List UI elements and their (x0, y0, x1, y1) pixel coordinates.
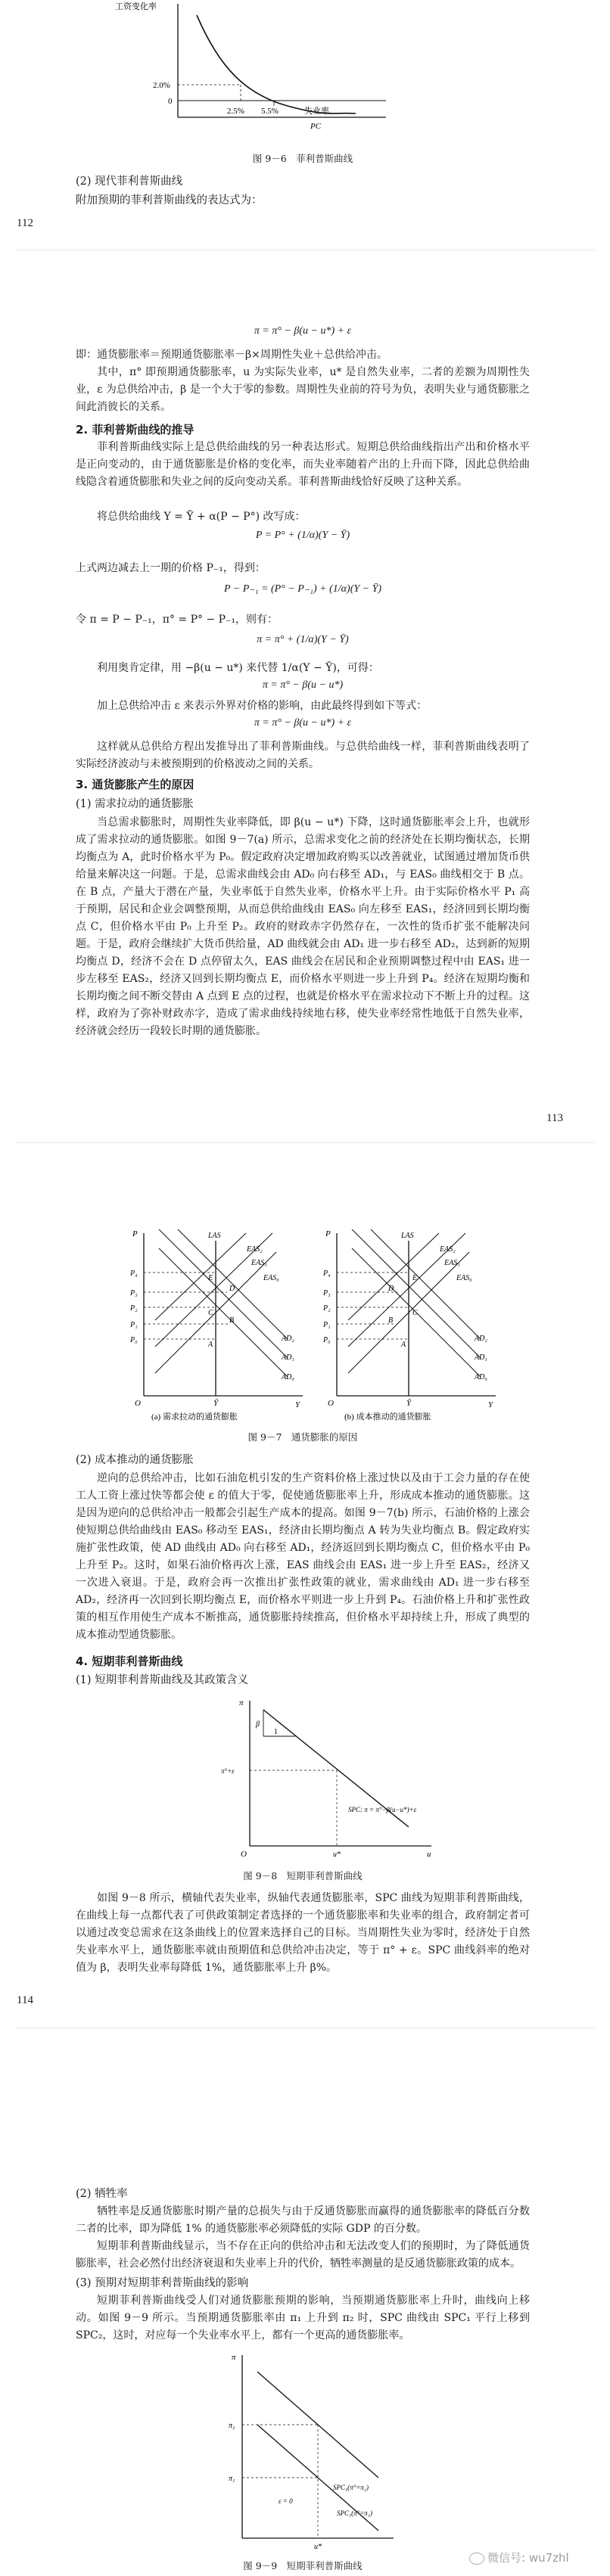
wechat-watermark (469, 2550, 569, 2565)
fig97b-axis-p-label: P (325, 1229, 331, 1238)
fig97a-ad2-label: AD₂ (282, 1335, 294, 1343)
fig97a-ad1 (159, 1229, 288, 1358)
fig97b-ybar: Ȳ (406, 1399, 412, 1408)
fig97a-ad0-label: AD₀ (282, 1373, 294, 1381)
page-break-2 (15, 1142, 595, 1143)
figure-9-7 (114, 1226, 500, 1422)
fig97a-origin: O (135, 1399, 141, 1408)
figure-9-8 (219, 1695, 447, 1861)
fig98-spc-label: SPC: π = π°−β(u−u*)+ε (348, 1806, 417, 1813)
fig97b-ad1-label: AD₁ (475, 1353, 487, 1362)
fig98-one: 1 (274, 1728, 278, 1736)
watermark-text: 微信号: wu7zhl (487, 2551, 569, 2565)
derivation-p4: 令 π = P − P₋₁，π° = P° − P₋₁，则有： (76, 614, 279, 626)
fig98-axis-pi: π (239, 1698, 244, 1707)
fig96-caption: 图 9－6 菲利普斯曲线 (252, 153, 353, 164)
fig99-spc1-label: SPC₁(π°=π₁) (337, 2509, 372, 2517)
fig97-panel-a (129, 1229, 303, 1409)
fig98-axis-u: u (427, 1850, 431, 1859)
fig97a-point-a: A (208, 1341, 213, 1349)
fig97b-point-b: B (388, 1316, 394, 1325)
fig96-curve-label: PC (310, 122, 322, 131)
fig97a-point-b: B (229, 1316, 235, 1325)
sacrifice-sub2: (2) 牺牲率 (76, 2188, 128, 2200)
fig97-sub-a: (a) 需求拉动的通货膨胀 (151, 1412, 238, 1422)
fig97a-p0: P₀ (130, 1336, 138, 1344)
page-number-112: 112 (17, 217, 33, 229)
fig99-spc2-label: SPC₁(π°=π₂) (333, 2484, 369, 2491)
fig97b-ad0-label: AD₀ (475, 1373, 487, 1381)
derivation-f1: P = P° + (1/α)(Y − Ȳ) (255, 530, 350, 541)
sec2-expl1: 即：通货膨胀率＝预期通货膨胀率－β×周期性失业＋总供给冲击。 (76, 349, 387, 361)
fig97a-ad1-label: AD₁ (282, 1353, 294, 1362)
fig97b-ad1 (352, 1229, 481, 1358)
causes-heading: 3. 通货膨胀产生的原因 (76, 778, 195, 791)
fig99-pi1: π₁ (229, 2475, 235, 2483)
fig96-x-c: 失业率 (304, 107, 329, 116)
derivation-f3: π = π° + (1/α)(Y − Ȳ) (257, 634, 349, 645)
derivation-f2: P − P₋₁ = (P° − P₋₁) + (1/α)(Y − Ȳ) (223, 583, 382, 595)
fig97a-ad0 (159, 1248, 288, 1377)
fig98-origin: O (241, 1850, 247, 1859)
cost-p1: 逆向的总供给冲击，比如石油危机引发的生产资料价格上涨过快以及由于工会力量的存在使工人工资上涨过快等都会使 ε 的值大于零，促使通货膨胀率上升，形成成本推动的通货膨胀。这是因为逆向的总供给冲击一般都会引起生产成本的提高。如图 9－7(b) 所示，石油价格的上涨会使短期总供给曲线由 EAS₀ 移动至 EAS₁，经济由长期均衡点 A 转为失业均衡点 B。假定政府实施扩张性政策，使 AD 曲线由 AD₀ 向右移至 AD₁，经济返回到长期均衡点 C，但价格水平由 P₀ 上升至 P₂。这时，如果石油价格再次上涨，EAS 曲线会由 EAS₁ 进一步上升至 EAS₂，经济又一次进入衰退。于是，政府会再一次推出扩张性政策的就业，需求曲线由 AD₁ 进一步右移至 AD₂，经济再一次回到长期均衡点 E，而价格水平则进一步上升到 P₄。石油价格上升和扩张性政策的相互作用使生产成本不断推高，通货膨胀持续推高，但价格水平却持续上升，形成了典型的成本推动型通货膨胀。 (76, 1472, 530, 1641)
formula-modern-pc: π = π° − β(u − u*) + ε (254, 325, 352, 337)
figure-9-9 (212, 2349, 409, 2553)
fig97a-p3: P₃ (130, 1289, 138, 1297)
fig97b-axis-y-label: Y (488, 1400, 493, 1409)
fig97a-p4: P₄ (130, 1269, 138, 1278)
derivation-heading: 2. 菲利普斯曲线的推导 (76, 423, 195, 437)
phillips-curve (197, 15, 356, 113)
fig97a-eas0-label: EAS₀ (263, 1274, 279, 1282)
fig98-caption: 图 9－8 短期菲利普斯曲线 (243, 1870, 363, 1882)
fig97b-las-label: LAS (401, 1232, 414, 1240)
fig97a-axis-y-label: Y (295, 1400, 300, 1409)
fig97-panel-b (322, 1229, 496, 1409)
fig97-caption: 图 9－7 通货膨胀的原因 (247, 1431, 358, 1443)
derivation-p1: 菲利普斯曲线实际上是总供给曲线的另一种表达形式。短期总供给曲线指出产出和价格水平是正向变动的，由于通货膨胀是价格的变化率，而失业率随着产出的上升而下降，因此总供给曲线隐含着通货膨胀和失业之间的反向变动关系。菲利普斯曲线恰好反映了这种关系。 (76, 441, 530, 488)
fig97b-origin: O (328, 1399, 334, 1408)
sec2-intro: 附加预期的菲利普斯曲线的表达式为： (76, 194, 263, 207)
fig97b-p3: P₃ (323, 1289, 331, 1297)
fig99-e-label: ε = 0 (279, 2497, 293, 2505)
sacrifice-p1: 牺牲率是反通货膨胀时期产量的总损失与由于反通货膨胀而赢得的通货膨胀率的降低百分数二者的比率，即为降低 1% 的通货膨胀率必须降低的实际 GDP 的百分数。 (76, 2205, 530, 2235)
fig97b-p4: P₄ (323, 1269, 331, 1278)
fig99-axis-pi: π (232, 2353, 236, 2362)
fig99-u-star: u* (314, 2543, 322, 2551)
fig97b-eas2-label: EAS₂ (440, 1245, 456, 1254)
short-sub1: (1) 短期菲利普斯曲线及其政策含义 (76, 1674, 249, 1686)
derivation-p6: 加上总供给冲击 ε 来表示外界对价格的影响，由此最终得到如下等式： (97, 700, 428, 712)
causes-sub1: (1) 需求拉动的通货膨胀 (76, 798, 194, 810)
short-p1: 如图 9－8 所示，横轴代表失业率，纵轴代表通货膨胀率，SPC 曲线为短期菲利普斯曲线，在曲线上每一点都代表了可供政策制定者选择的一个通货膨胀率和失业率的组合，政府制定者可以通过改变总需求在这条曲线上的位置来选择自己的目标。当周期性失业为零时，经济处于自然失业率水平上，通货膨胀率就由预期值和总供给冲击决定，等于 π° + ε。SPC 曲线斜率的绝对值为 β，表明失业率每降低 1%，通货膨胀率上升 β%。 (76, 1892, 530, 1974)
fig97a-point-c: C (208, 1309, 213, 1317)
fig97b-ad2-label: AD₂ (475, 1335, 487, 1343)
fig97a-ybar: Ȳ (213, 1399, 219, 1408)
derivation-p2: 将总供给曲线 Y = Ȳ + α(P − P°) 改写成： (97, 511, 306, 523)
fig97b-p0: P₀ (323, 1336, 331, 1344)
page-number-114: 114 (17, 1994, 33, 2006)
derivation-p5: 利用奥肯定律，用 −β(u − u*) 来代替 1/α(Y − Ȳ)，可得： (97, 662, 379, 674)
fig97a-eas2-label: EAS₂ (247, 1245, 263, 1254)
fig99-caption: 图 9－9 短期菲利普斯曲线 (243, 2560, 363, 2571)
fig96-y-two: 2.0% (153, 81, 170, 90)
wechat-icon (469, 2553, 484, 2565)
fig98-beta: β (256, 1720, 260, 1729)
fig97-sub-b: (b) 成本推动的通货膨胀 (344, 1412, 431, 1422)
fig97a-p1: P₁ (130, 1321, 138, 1329)
fig97b-point-d: D (388, 1285, 394, 1293)
sacrifice-p2: 短期菲利普斯曲线显示，当不存在正向的供给冲击和无法改变人们的预期时，为了降低通货膨胀率，社会必然付出经济衰退和失业率上升的代价，牺牲率测量的是反通货膨胀政策的成本。 (76, 2240, 530, 2270)
page-number-113: 113 (546, 1112, 563, 1124)
fig97a-axis-p-label: P (132, 1229, 138, 1238)
causes-p1: 当总需求膨胀时，周期性失业率降低，即 β(u − u*) 下降，这时通货膨胀率会上升，也就形成了需求拉动的通货膨胀。如图 9－7(a) 所示，总需求变化之前的经济处在长期均衡状态，长期均衡点为 A，此时价格水平为 P₀。假定政府决定增加政府购买以改善就业，试图通过增加货币供给量来解决这一问题。于是，总需求曲线会由 AD₀ 向右移至 AD₁，与 EAS₀ 曲线相交于 B 点。在 B 点，产量大于潜在产量，失业率低于自然失业率，价格水平上升。由于实际价格水平 P₁ 高于预期，居民和企业会调整预期，从而总供给曲线由 EAS₀ 向左移至 EAS₁，经济回到长期均衡点 C，但价格水平由 P₀ 上升至 P₂。政府的财政赤字仍然存在，一次性的货币扩张不能解决问题。于是，政府会继续扩大货币供给量，AD 曲线就会由 AD₁ 进一步右移至 AD₂，达到新的短期均衡点 D，经济不会在 D 点停留太久，EAS 曲线会在居民和企业预期调整过程中由 EAS₁ 进一步左移至 EAS₂，经济又回到长期均衡点 E，而价格水平则进一步上升到 P₄。经济在短期均衡和长期均衡之间不断交替由 A 点到 E 点的过程，也就是价格水平在需求拉动下不断上升的过程。这样，政府为了弥补财政赤字，造成了需求曲线持续地右移，使失业率经常性地低于自然失业率，经济就会经历一段较长时期的通货膨胀。 (76, 816, 530, 1037)
derivation-p3: 上式两边减去上一期的价格 P₋₁，得到： (76, 562, 266, 574)
fig97b-point-a: A (401, 1341, 406, 1349)
fig97b-eas0-label: EAS₀ (456, 1274, 472, 1282)
fig96-x-a: 2.5% (227, 107, 244, 116)
fig98-u-star: u* (333, 1850, 341, 1859)
fig97b-eas1-label: EAS₁ (444, 1259, 460, 1267)
fig99-pi2: π₂ (229, 2422, 235, 2430)
sacrifice-sub3: (3) 预期对短期菲利普斯曲线的影响 (76, 2277, 249, 2289)
short-heading: 4. 短期菲利普斯曲线 (76, 1655, 183, 1668)
fig97b-point-c: C (412, 1309, 418, 1317)
fig97a-p2: P₂ (130, 1304, 138, 1313)
fig97a-las-label: LAS (208, 1232, 221, 1240)
sec2-expl2: 其中，π° 即预期通货膨胀率，u 为实际失业率，u* 是自然失业率，二者的差额为周期性失业，ε 为总供给冲击，β 是一个大于零的参数。周期性失业前的符号为负，表明失业与通货膨胀之间此消彼长的关系。 (76, 366, 530, 413)
derivation-f4: π = π° − β(u − u*) (262, 679, 344, 691)
derivation-p7: 这样就从总供给方程出发推导出了菲利普斯曲线。与总供给曲线一样，菲利普斯曲线表明了实际经济波动与未被预期到的价格波动之间的关系。 (76, 741, 530, 770)
fig97b-p1: P₁ (323, 1321, 331, 1329)
fig97b-p2: P₂ (323, 1304, 331, 1313)
fig97a-eas1-label: EAS₁ (251, 1259, 267, 1267)
fig97a-point-e: E (208, 1274, 213, 1282)
derivation-f5: π = π° − β(u − u*) + ε (254, 717, 352, 729)
figure-9-6 (106, 0, 424, 151)
cost-sub2: (2) 成本推动的通货膨胀 (76, 1454, 194, 1466)
fig97a-point-d: D (229, 1285, 235, 1293)
fig98-pi-label: π°+ε (221, 1767, 235, 1775)
fig97b-point-e: E (412, 1274, 418, 1282)
fig96-y-zero: 0 (168, 97, 173, 106)
fig96-ylabel: 工资变化率 (115, 2, 157, 11)
sec2-heading: (2) 现代菲利普斯曲线 (76, 176, 183, 188)
fig96-x-b: 5.5% (261, 107, 279, 116)
sacrifice-p3: 短期菲利普斯曲线受人们对通货膨胀预期的影响，当预期通货膨胀率上升时，曲线向上移动。如图 9－9 所示。当预期通货膨胀率由 π₁ 上升到 π₂ 时，SPC 曲线由 SPC₁ 平行上移到 SPC₂，这时，对应每一个失业率水平上，都有一个更高的通货膨胀率。 (76, 2295, 530, 2341)
